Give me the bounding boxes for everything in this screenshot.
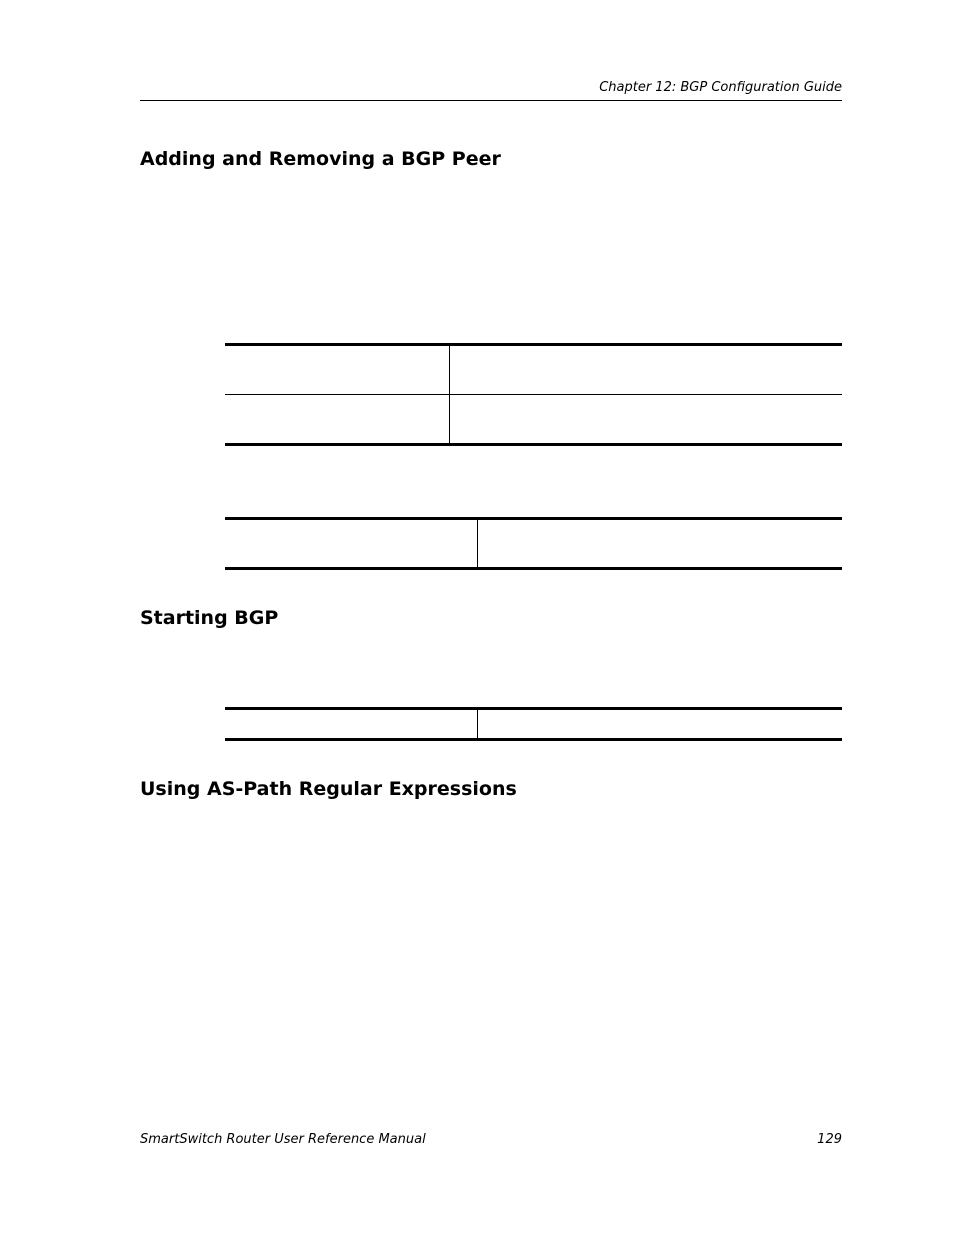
header-divider bbox=[140, 100, 842, 101]
table-cell-command-label bbox=[225, 710, 477, 739]
table-cell-command-label bbox=[225, 394, 449, 443]
table-row bbox=[225, 345, 842, 394]
table-cell-command-syntax bbox=[449, 394, 842, 443]
table-row bbox=[225, 394, 842, 443]
table-cell-command-syntax bbox=[477, 710, 842, 739]
table-row bbox=[225, 520, 842, 568]
table-cell-command-label bbox=[225, 520, 477, 568]
table-row bbox=[225, 710, 842, 739]
command-table-3 bbox=[225, 710, 842, 739]
table-3-bottom-rule bbox=[225, 738, 842, 741]
running-header: Chapter 12: BGP Configuration Guide bbox=[599, 80, 842, 95]
section-heading-starting-bgp: Starting BGP bbox=[140, 607, 279, 629]
table-2-bottom-rule bbox=[225, 567, 842, 570]
footer-manual-title: SmartSwitch Router User Reference Manual bbox=[140, 1132, 426, 1147]
footer-page-number: 129 bbox=[817, 1132, 842, 1147]
command-table-1 bbox=[225, 345, 842, 443]
table-1-bottom-rule bbox=[225, 443, 842, 446]
table-cell-command-syntax bbox=[477, 520, 842, 568]
command-table-2 bbox=[225, 520, 842, 568]
section-heading-adding-removing-peer: Adding and Removing a BGP Peer bbox=[140, 148, 501, 170]
table-cell-command-syntax bbox=[449, 345, 842, 394]
section-heading-as-path-regex: Using AS-Path Regular Expressions bbox=[140, 778, 517, 800]
table-cell-command-label bbox=[225, 345, 449, 394]
